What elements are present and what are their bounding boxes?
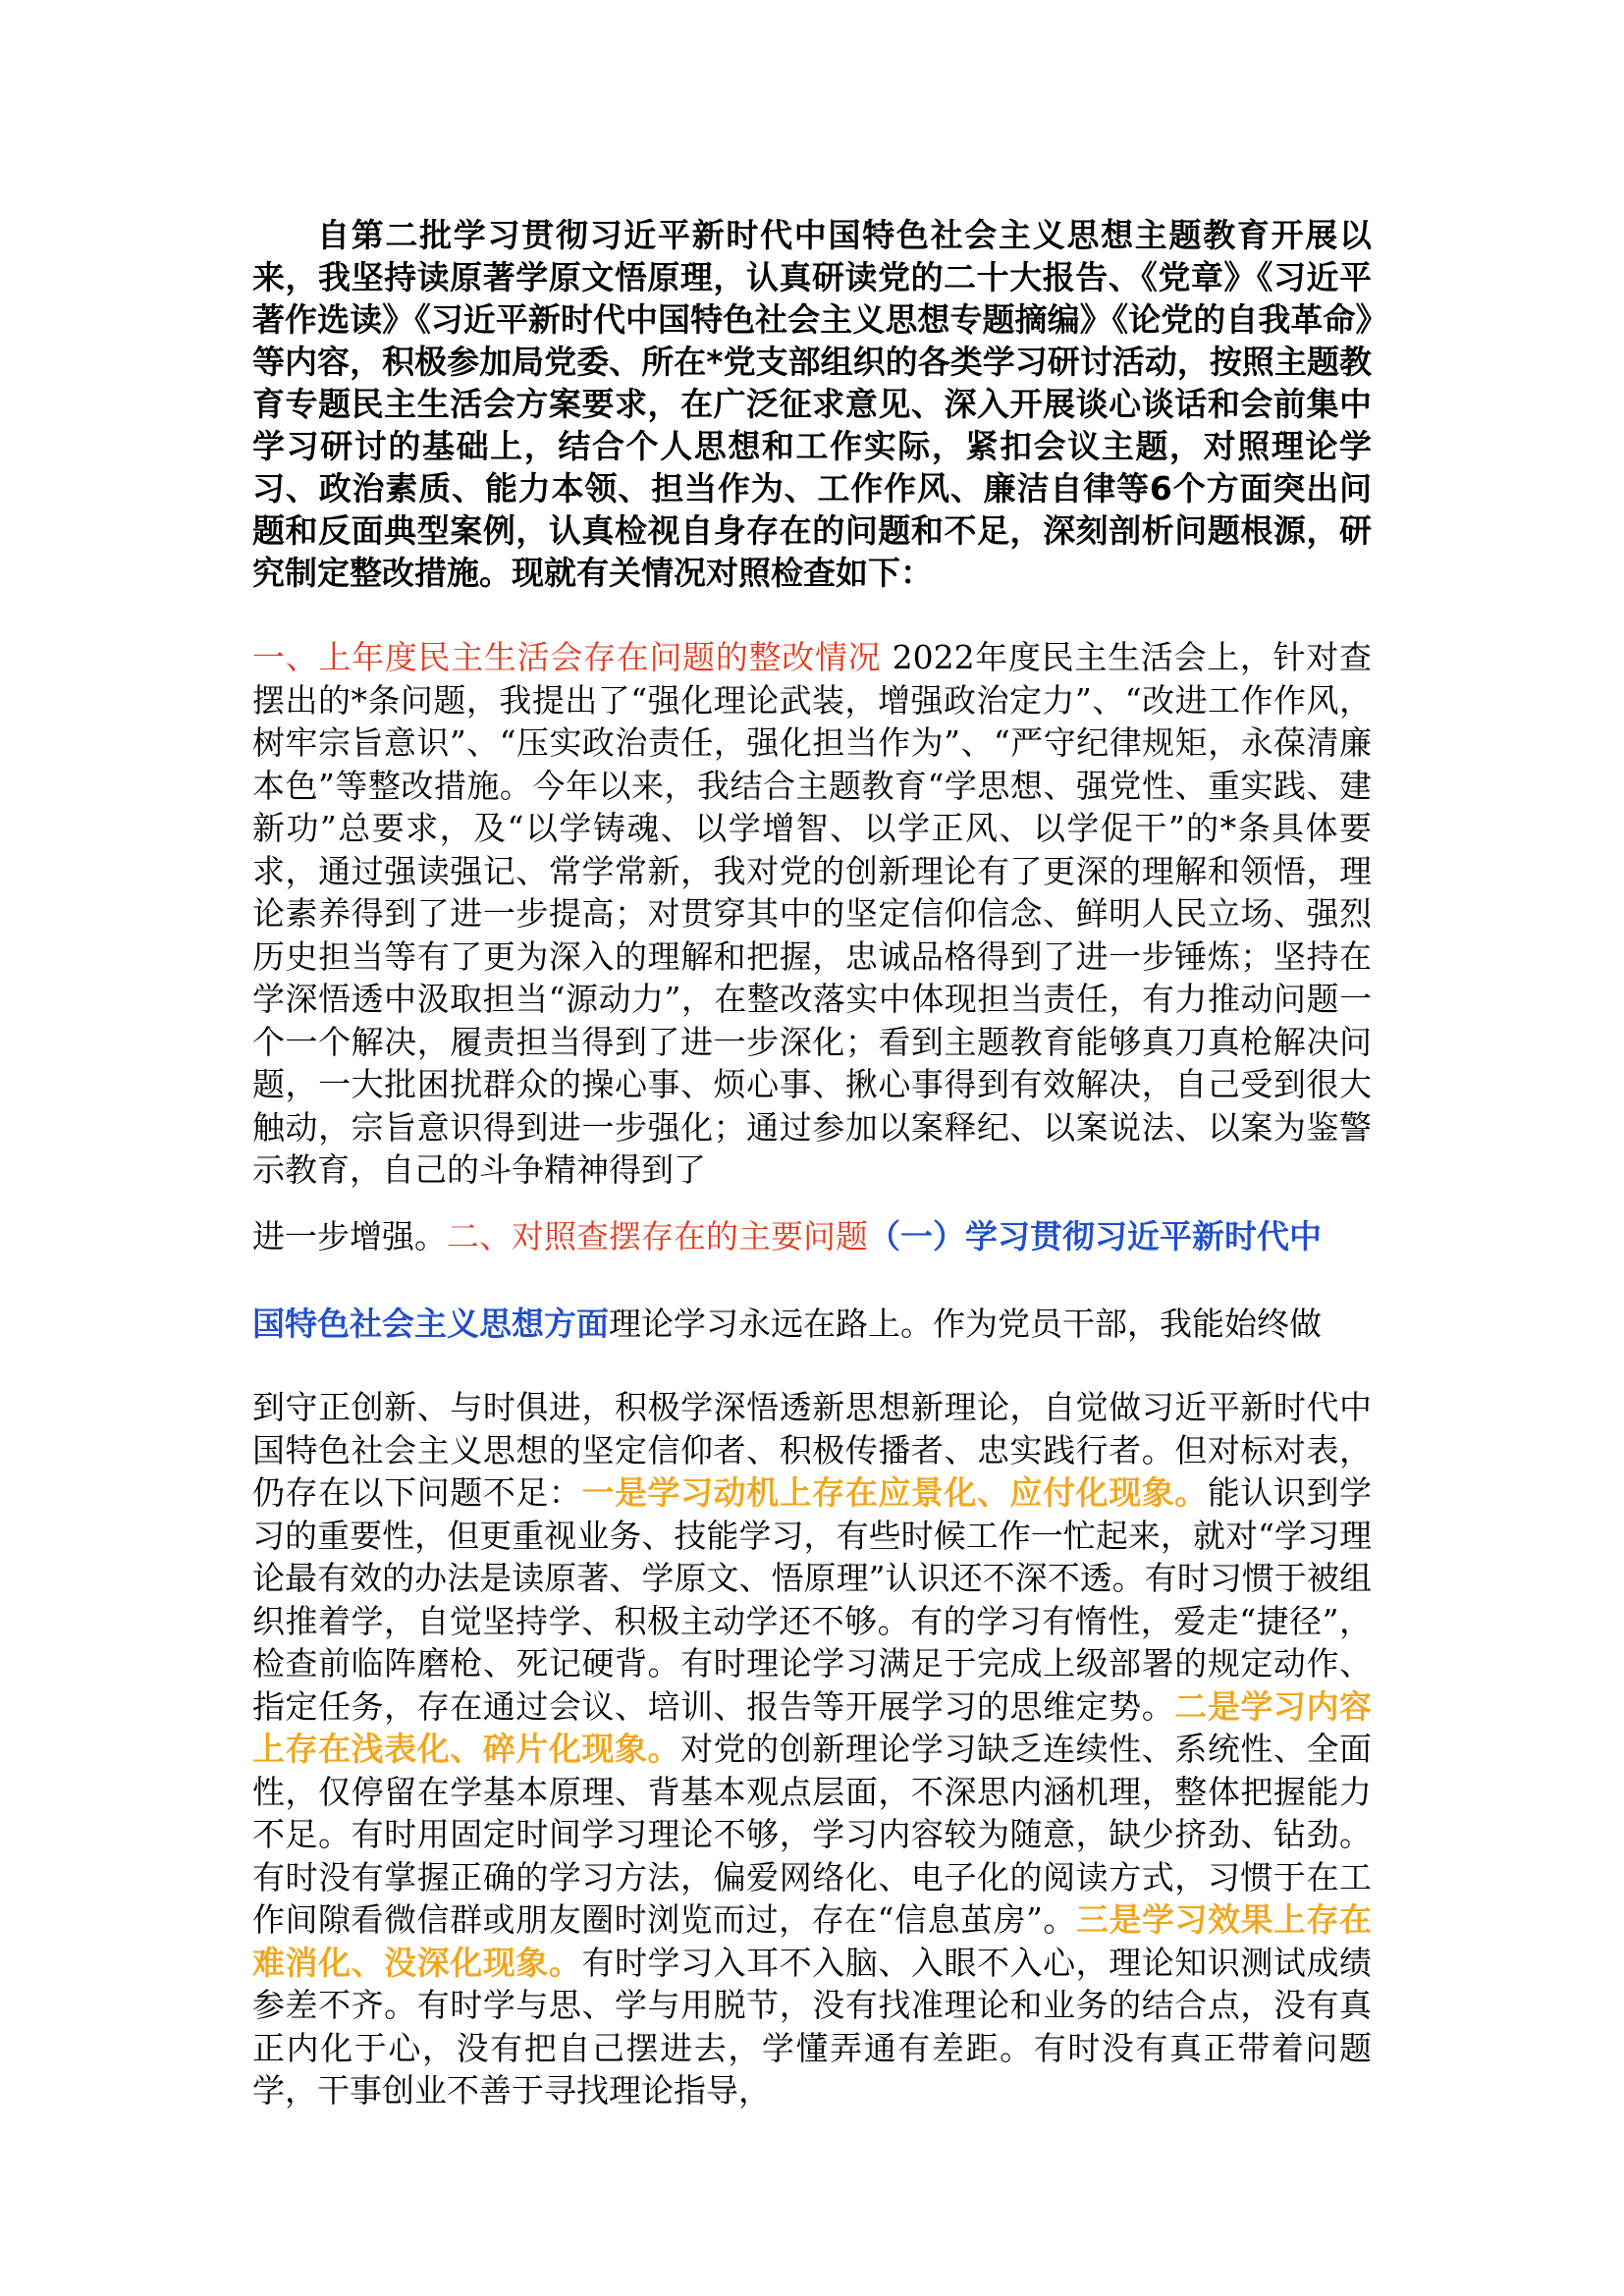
point1-title: 一是学习动机上存在应景化、应付化现象。 (581, 1473, 1208, 1512)
section1-heading: 一、上年度民主生活会存在问题的整改情况 (252, 638, 882, 676)
section2-body-intro: 到守正创新、与时俱进，积极学深悟透新思想新理论，自觉做习近平新时代中国特色社会主义思想的坚定信仰者、积极传播者、忠实践行者。但对标对表，仍存在以下问题不足： (252, 1388, 1372, 1512)
point2-body: 对党的创新理论学习缺乏连续性、系统性、全面性，仅停留在学基本原理、背基本观点层面，不深思内涵机理，整体把握能力不足。有时用固定时间学习理论不够，学习内容较为随意，缺少挤劲、钻劲。有时没有掌握正确的学习方法，偏爱网络化、电子化的阅读方式，习惯于在工作间隙看微信群或朋友圈时浏览而过，存在“信息茧房”。 (252, 1730, 1373, 1939)
section1-tail: 进一步增强。 (252, 1217, 447, 1255)
section2-subheading-part2: 国特色社会主义思想方面 (252, 1305, 609, 1343)
point3-title: 三是学习效果上存在难消化、没深化现象。 (252, 1900, 1372, 1982)
point1-body: 能认识到学习的重要性，但更重视业务、技能学习，有些时候工作一忙起来，就对“学习理论最有效的办法是读原著、学原文、悟原理”认识还不深不透。有时习惯于被组织推着学，自觉坚持学、积极主动学还不够。有的学习有惰性，爱走“捷径”，检查前临阵磨枪、死记硬背。有时理论学习满足于完成上级部署的规定动作、指定任务，存在通过会议、培训、报告等开展学习的思维定势。 (252, 1473, 1373, 1726)
section2-line-text: 理论学习永远在路上。作为党员干部，我能始终做 (609, 1305, 1322, 1343)
section1-body: 2022年度民主生活会上，针对查摆出的*条问题，我提出了“强化理论武装，增强政治定力”、“改进工作作风，树牢宗旨意识”、“压实政治责任，强化担当作为”、“严守纪律规矩，永葆清廉本色”等整改措施。今年以来，我结合主题教育“学思想、强党性、重实践、建新功”总要求，及“以学铸魂、以学增智、以学正风、以学促干”的*条具体要求，通过强读强记、常学常新，我对党的创新理论有了更深的理解和领悟，理论素养得到了进一步提高；对贯穿其中的坚定信仰信念、鲜明人民立场、强烈历史担当等有了更为深入的理解和把握，忠诚品格得到了进一步锤炼；坚持在学深悟透中汲取担当“源动力”，在整改落实中体现担当责任，有力推动问题一个一个解决，履责担当得到了进一步深化；看到主题教育能够真刀真枪解决问题，一大批困扰群众的操心事、烦心事、揪心事得到有效解决，自己受到很大触动，宗旨意识得到进一步强化；通过参加以案释纪、以案说法、以案为鉴警示教育，自己的斗争精神得到了 (252, 638, 1373, 1189)
intro-paragraph: 自第二批学习贯彻习近平新时代中国特色社会主义思想主题教育开展以来，我坚持读原著学原文悟原理，认真研读党的二十大报告、《党章》《习近平著作选读》《习近平新时代中国特色社会主义思想专题摘编》《论党的自我革命》等内容，积极参加局党委、所在*党支部组织的各类学习研讨活动，按照主题教育专题民主生活会方案要求，在广泛征求意见、深入开展谈心谈话和会前集中学习研讨的基础上，结合个人思想和工作实际，紧扣会议主题，对照理论学习、政治素质、能力本领、担当作为、工作作风、廉洁自律等6个方面突出问题和反面典型案例，认真检视自身存在的问题和不足，深刻剖析问题根源，研究制定整改措施。现就有关情况对照检查如下： (252, 216, 1372, 592)
section1-paragraph (252, 636, 1372, 1192)
section2-heading-line (252, 1215, 1391, 1257)
section2-paragraph (252, 1386, 1372, 2112)
point2-title: 二是学习内容上存在浅表化、碎片化现象。 (252, 1686, 1373, 1768)
section2-subheading-line (252, 1303, 1391, 1345)
section2-heading: 二、对照查摆存在的主要问题 (447, 1217, 868, 1255)
point3-body: 有时学习入耳不入脑、入眼不入心，理论知识测试成绩参差不齐。有时学与思、学与用脱节，没有找准理论和业务的结合点，没有真正内化于心，没有把自己摆进去，学懂弄通有差距。有时没有真正带着问题学，干事创业不善于寻找理论指导， (252, 1943, 1373, 2109)
section2-subheading-part1: （一）学习贯彻习近平新时代中 (868, 1217, 1322, 1255)
